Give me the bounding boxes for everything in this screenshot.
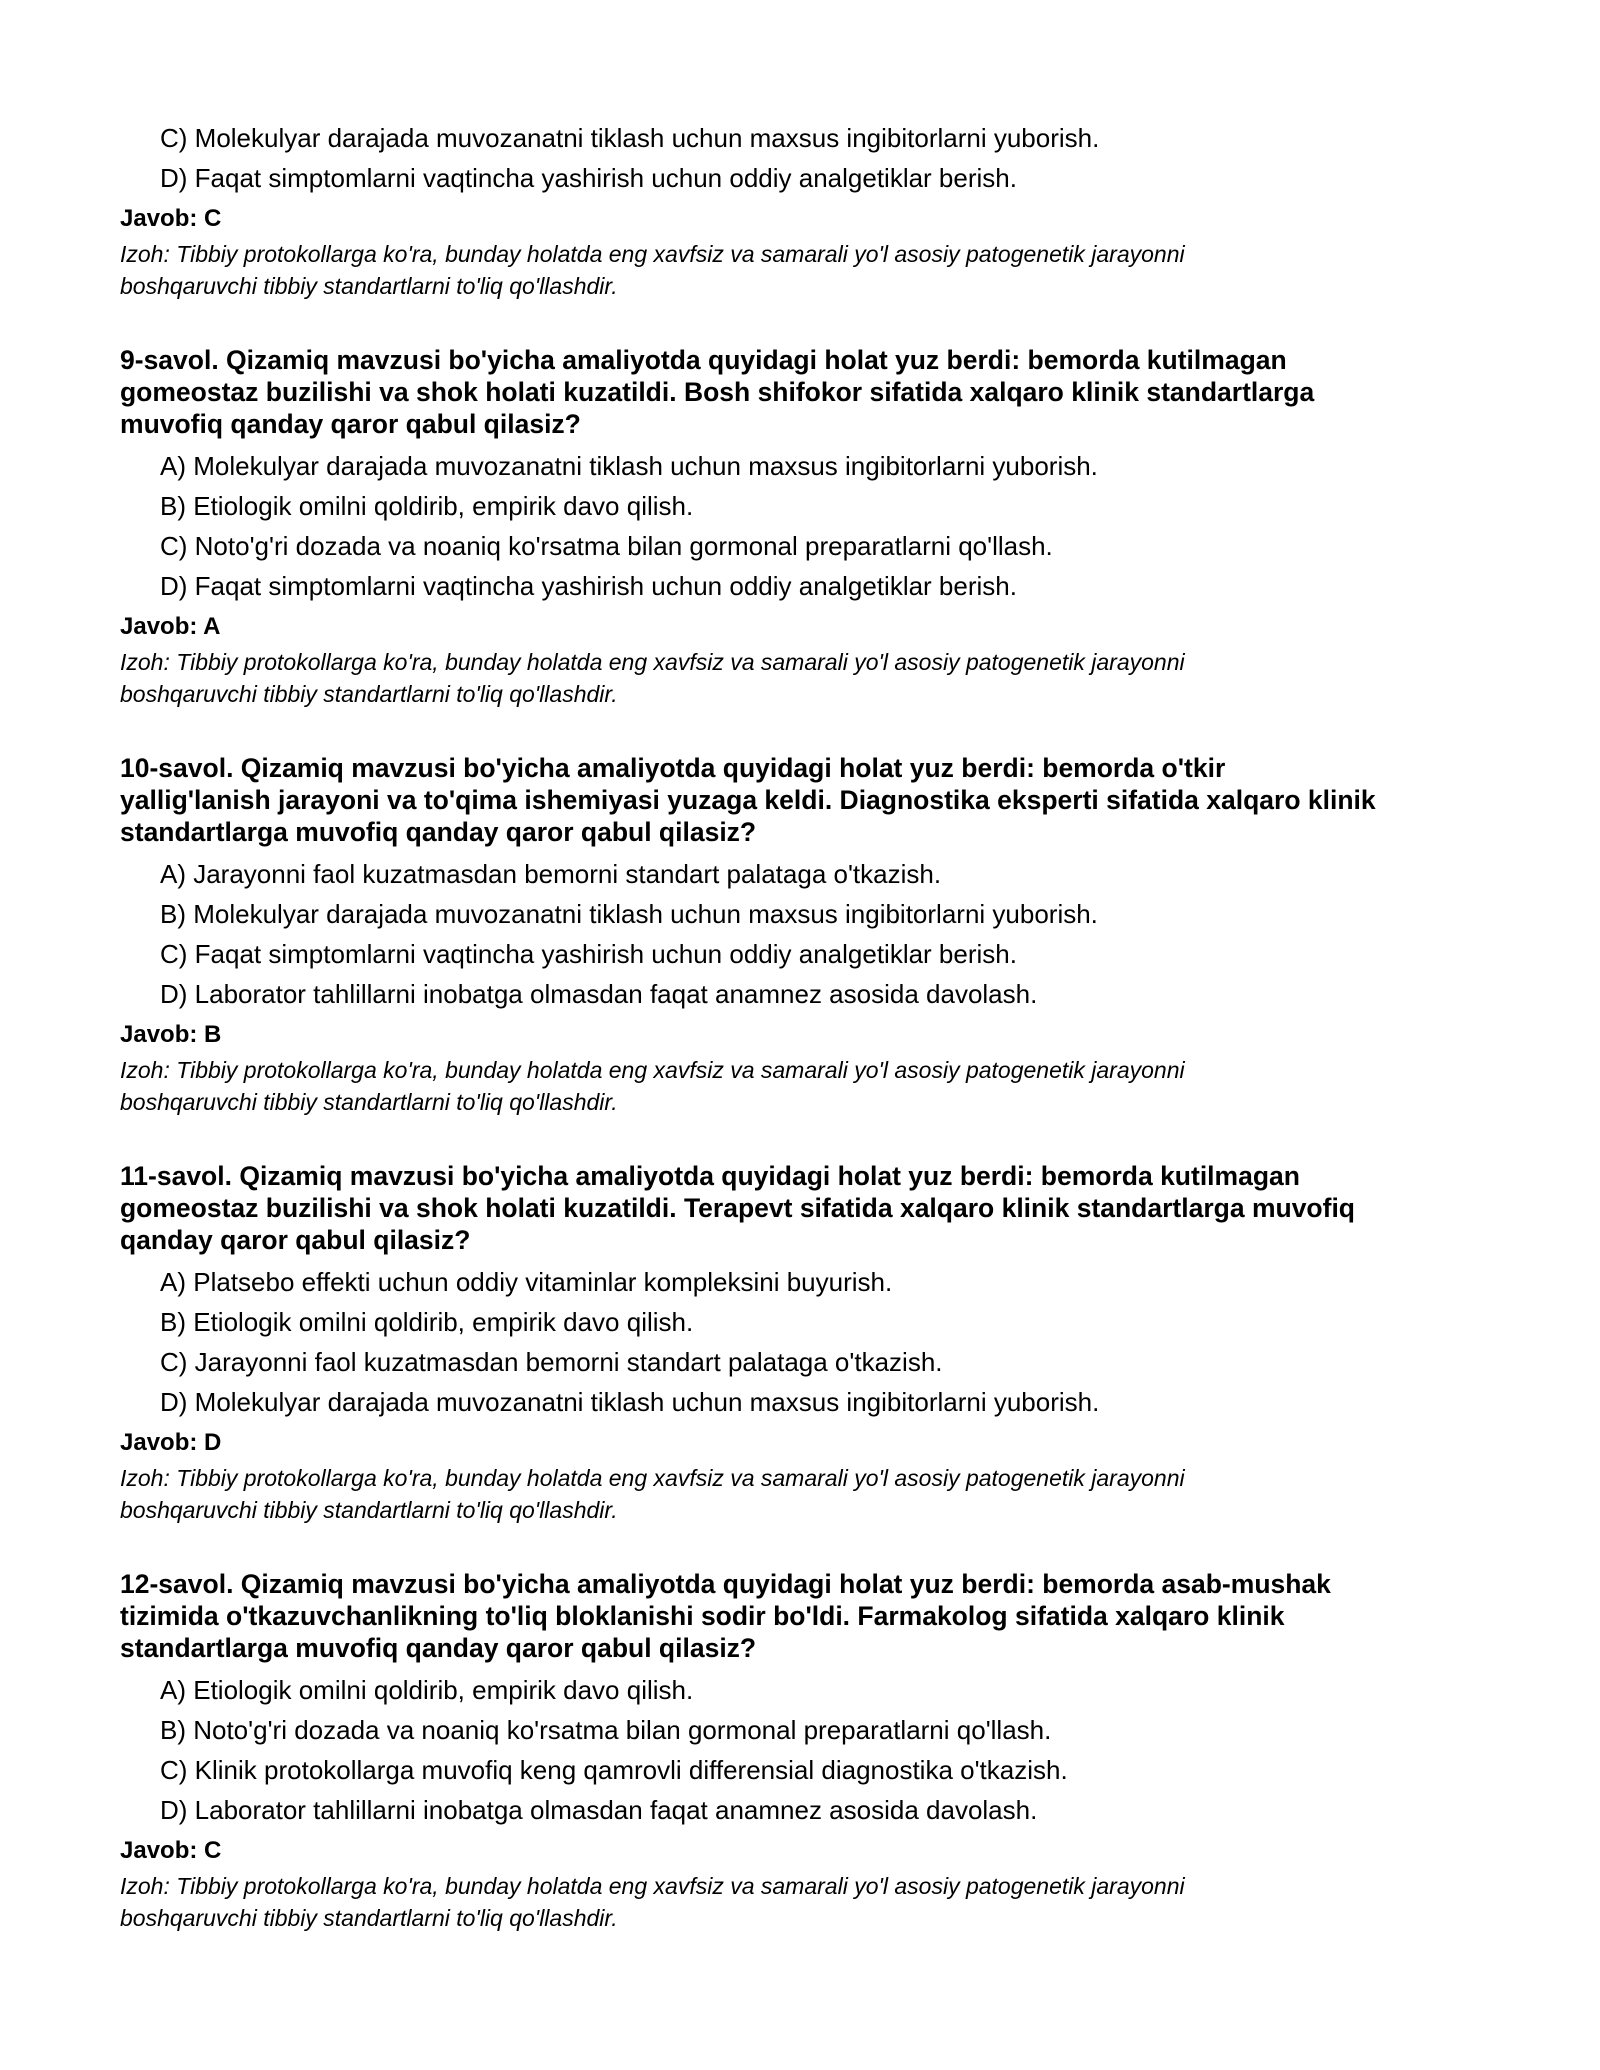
explanation-note <box>120 238 1500 302</box>
question-line: standartlarga muvofiq qanday qaror qabul qilasiz? <box>120 817 757 847</box>
option-c: C) Molekulyar darajada muvozanatni tiklash uchun maxsus ingibitorlarni yuborish. <box>160 123 1100 153</box>
explanation-line: Izoh: Tibbiy protokollarga ko'ra, bunday holatda eng xavfsiz va samarali yo'l asosiy patogenetik jarayonni <box>120 241 1185 267</box>
option-d: D) Laborator tahlillarni inobatga olmasdan faqat anamnez asosida davolash. <box>160 979 1038 1009</box>
document-page <box>120 118 1500 1934</box>
question-line: muvofiq qanday qaror qabul qilasiz? <box>120 409 581 439</box>
explanation-note <box>120 1054 1500 1118</box>
explanation-note <box>120 646 1500 710</box>
question-text <box>120 1160 1500 1256</box>
explanation-line: boshqaruvchi tibbiy standartlarni to'liq qo'llashdir. <box>120 1905 618 1931</box>
option-a: A) Molekulyar darajada muvozanatni tiklash uchun maxsus ingibitorlarni yuborish. <box>160 451 1098 481</box>
explanation-line: boshqaruvchi tibbiy standartlarni to'liq qo'llashdir. <box>120 273 618 299</box>
question-line: yallig'lanish jarayoni va to'qima ishemiyasi yuzaga keldi. Diagnostika eksperti sifatida xalqaro klinik <box>120 785 1376 815</box>
question-line: gomeostaz buzilishi va shok holati kuzatildi. Terapevt sifatida xalqaro klinik standartlarga muvofiq <box>120 1193 1355 1223</box>
question-text <box>120 1568 1500 1664</box>
question-9 <box>120 344 1500 710</box>
option-b: B) Noto'g'ri dozada va noaniq ko'rsatma bilan gormonal preparatlarni qo'llash. <box>160 1715 1052 1745</box>
option-c: C) Faqat simptomlarni vaqtincha yashirish uchun oddiy analgetiklar berish. <box>160 939 1017 969</box>
option-d: D) Laborator tahlillarni inobatga olmasdan faqat anamnez asosida davolash. <box>160 1795 1038 1825</box>
option-a: A) Etiologik omilni qoldirib, empirik davo qilish. <box>160 1675 694 1705</box>
explanation-line: Izoh: Tibbiy protokollarga ko'ra, bunday holatda eng xavfsiz va samarali yo'l asosiy patogenetik jarayonni <box>120 649 1185 675</box>
option-b: B) Etiologik omilni qoldirib, empirik davo qilish. <box>160 1307 694 1337</box>
question-line: tizimida o'tkazuvchanlikning to'liq bloklanishi sodir bo'ldi. Farmakolog sifatida xalqaro klinik <box>120 1601 1285 1631</box>
question-text <box>120 752 1500 848</box>
explanation-line: Izoh: Tibbiy protokollarga ko'ra, bunday holatda eng xavfsiz va samarali yo'l asosiy patogenetik jarayonni <box>120 1465 1185 1491</box>
question-line: 11-savol. Qizamiq mavzusi bo'yicha amaliyotda quyidagi holat yuz berdi: bemorda kutilmagan <box>120 1161 1300 1191</box>
option-c: C) Klinik protokollarga muvofiq keng qamrovli differensial diagnostika o'tkazish. <box>160 1755 1068 1785</box>
explanation-note <box>120 1870 1500 1934</box>
question-8-continuation <box>120 118 1500 302</box>
option-c: C) Jarayonni faol kuzatmasdan bemorni standart palataga o'tkazish. <box>160 1347 943 1377</box>
explanation-line: Izoh: Tibbiy protokollarga ko'ra, bunday holatda eng xavfsiz va samarali yo'l asosiy patogenetik jarayonni <box>120 1057 1185 1083</box>
question-10 <box>120 752 1500 1118</box>
answer-label: Javob: D <box>120 1429 222 1456</box>
question-line: standartlarga muvofiq qanday qaror qabul qilasiz? <box>120 1633 757 1663</box>
option-c: C) Noto'g'ri dozada va noaniq ko'rsatma bilan gormonal preparatlarni qo'llash. <box>160 531 1053 561</box>
explanation-line: boshqaruvchi tibbiy standartlarni to'liq qo'llashdir. <box>120 681 618 707</box>
option-a: A) Platsebo effekti uchun oddiy vitaminlar kompleksini buyurish. <box>160 1267 893 1297</box>
question-line: 10-savol. Qizamiq mavzusi bo'yicha amaliyotda quyidagi holat yuz berdi: bemorda o'tkir <box>120 753 1226 783</box>
question-text <box>120 344 1500 440</box>
question-11 <box>120 1160 1500 1526</box>
question-line: qanday qaror qabul qilasiz? <box>120 1225 471 1255</box>
explanation-line: boshqaruvchi tibbiy standartlarni to'liq qo'llashdir. <box>120 1497 618 1523</box>
question-line: 9-savol. Qizamiq mavzusi bo'yicha amaliyotda quyidagi holat yuz berdi: bemorda kutilmagan <box>120 345 1287 375</box>
option-d: D) Faqat simptomlarni vaqtincha yashirish uchun oddiy analgetiklar berish. <box>160 163 1017 193</box>
option-b: B) Etiologik omilni qoldirib, empirik davo qilish. <box>160 491 694 521</box>
option-a: A) Jarayonni faol kuzatmasdan bemorni standart palataga o'tkazish. <box>160 859 942 889</box>
answer-label: Javob: A <box>120 613 221 640</box>
answer-label: Javob: B <box>120 1021 222 1048</box>
question-line: gomeostaz buzilishi va shok holati kuzatildi. Bosh shifokor sifatida xalqaro klinik standartlarga <box>120 377 1315 407</box>
option-d: D) Molekulyar darajada muvozanatni tiklash uchun maxsus ingibitorlarni yuborish. <box>160 1387 1100 1417</box>
explanation-line: Izoh: Tibbiy protokollarga ko'ra, bunday holatda eng xavfsiz va samarali yo'l asosiy patogenetik jarayonni <box>120 1873 1185 1899</box>
question-line: 12-savol. Qizamiq mavzusi bo'yicha amaliyotda quyidagi holat yuz berdi: bemorda asab-mushak <box>120 1569 1331 1599</box>
question-12 <box>120 1568 1500 1934</box>
answer-label: Javob: C <box>120 205 222 232</box>
explanation-line: boshqaruvchi tibbiy standartlarni to'liq qo'llashdir. <box>120 1089 618 1115</box>
option-b: B) Molekulyar darajada muvozanatni tiklash uchun maxsus ingibitorlarni yuborish. <box>160 899 1098 929</box>
option-d: D) Faqat simptomlarni vaqtincha yashirish uchun oddiy analgetiklar berish. <box>160 571 1017 601</box>
answer-label: Javob: C <box>120 1837 222 1864</box>
explanation-note <box>120 1462 1500 1526</box>
